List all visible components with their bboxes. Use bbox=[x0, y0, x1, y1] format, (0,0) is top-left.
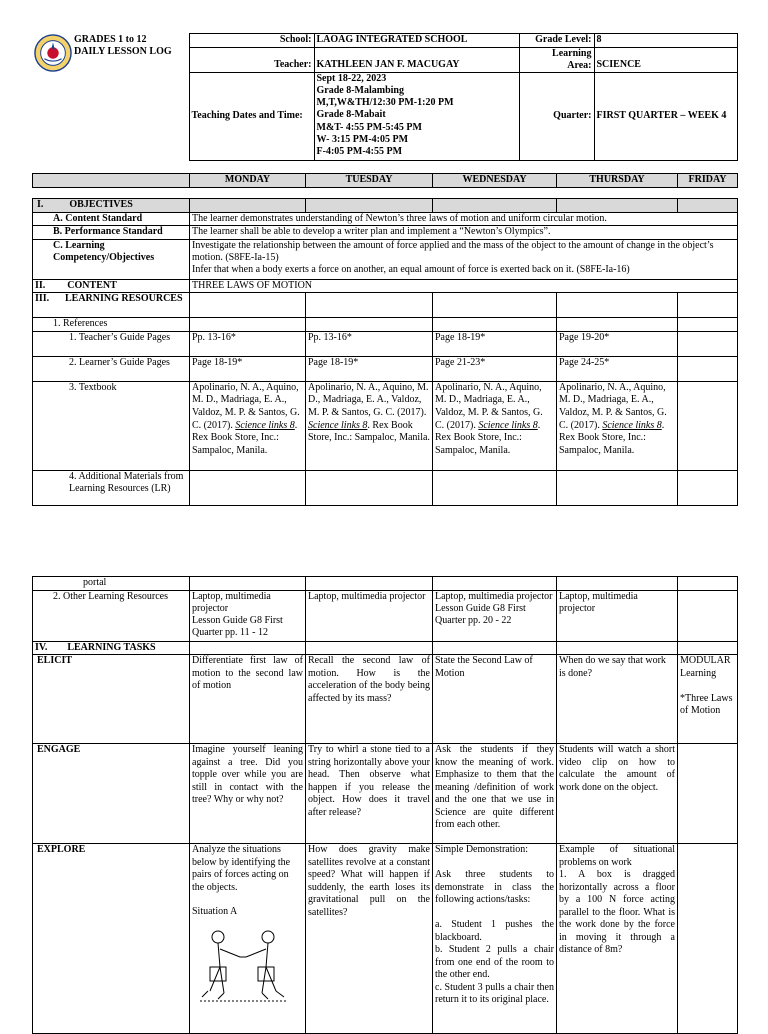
tasks-num: IV. bbox=[35, 641, 48, 653]
area-value: SCIENCE bbox=[594, 47, 737, 72]
day-friday: FRIDAY bbox=[678, 174, 738, 188]
quarter-value: FIRST QUARTER – WEEK 4 bbox=[594, 72, 737, 160]
elicit-wednesday: State the Second Law of Motion bbox=[433, 655, 557, 744]
lm-monday: Page 18-19* bbox=[190, 356, 306, 381]
lm-thursday: Page 24-25* bbox=[557, 356, 678, 381]
explore-monday: Analyze the situations below by identifying the pairs of forces acting on the objects. bbox=[192, 844, 291, 893]
header-table bbox=[32, 33, 738, 161]
area-label-2: Area: bbox=[567, 59, 592, 71]
other-wednesday: Laptop, multimedia projector Lesson Guide G8 First Quarter pp. 20 - 22 bbox=[433, 590, 557, 641]
explore-friday bbox=[678, 844, 738, 1034]
tg-tuesday: Pp. 13-16* bbox=[306, 331, 433, 356]
lm-friday bbox=[678, 356, 738, 381]
engage-monday: Imagine yourself leaning against a tree. Did you topple over while you are still in contact with the tree? Why or why not? bbox=[190, 744, 306, 844]
elicit-friday: MODULAR Learning *Three Laws of Motion bbox=[678, 655, 738, 744]
elicit-tuesday: Recall the second law of motion. How is the acceleration of the body being affected by its mass? bbox=[306, 655, 433, 744]
lm-tuesday: Page 18-19* bbox=[306, 356, 433, 381]
engage-friday bbox=[678, 744, 738, 844]
other-friday bbox=[678, 590, 738, 641]
area-label-1: Learning bbox=[552, 47, 592, 59]
teacher-value: KATHLEEN JAN F. MACUGAY bbox=[314, 47, 519, 72]
textbook-tuesday: Apolinario, N. A., Aquino, M. D., Madriaga, E. A., Valdoz, M. P. & Santos, G. C. (2017). Science links 8. Rex Book Store, Inc.: Sampaloc, Manila. bbox=[306, 381, 433, 470]
elicit-label: ELICIT bbox=[33, 655, 190, 744]
dates-label: Teaching Dates and Time: bbox=[189, 72, 314, 160]
day-tuesday: TUESDAY bbox=[306, 174, 433, 188]
engage-tuesday: Try to whirl a stone tied to a string horizontally above your head. Then observe what happen if you release the object. How does it travel after release? bbox=[306, 744, 433, 844]
day-thursday: THURSDAY bbox=[557, 174, 678, 188]
day-monday: MONDAY bbox=[190, 174, 306, 188]
lesson-table-page1 bbox=[32, 198, 738, 506]
other-monday: Laptop, multimedia projector Lesson Guide G8 First Quarter pp. 11 - 12 bbox=[190, 590, 306, 641]
title-line-1: GRADES 1 to 12 bbox=[74, 33, 147, 45]
school-label: School: bbox=[189, 34, 314, 48]
content-standard: The learner demonstrates understanding of Newton’s three laws of motion and uniform circular motion. bbox=[190, 212, 738, 226]
performance-standard: The learner shall be able to develop a writer plan and implement a “Newton’s Olympics”. bbox=[190, 226, 738, 240]
other-resources-label: 2. Other Learning Resources bbox=[33, 590, 190, 641]
content-label: CONTENT bbox=[67, 279, 117, 291]
additional-materials-label: 4. Additional Materials from Learning Resources (LR) bbox=[33, 470, 190, 505]
objectives-num: I. bbox=[37, 199, 44, 210]
teacher-label: Teacher: bbox=[189, 47, 314, 72]
days-header bbox=[32, 173, 738, 188]
textbook-monday: Apolinario, N. A., Aquino, M. D., Madriaga, E. A., Valdoz, M. P. & Santos, G. C. (2017). Science links 8. Rex Book Store, Inc.: Sampaloc, Manila. bbox=[190, 381, 306, 470]
content-standard-label: A. Content Standard bbox=[33, 212, 190, 226]
competency-label: C. Learning Competency/Objectives bbox=[33, 239, 190, 279]
quarter-label: Quarter: bbox=[519, 72, 594, 160]
textbook-wednesday: Apolinario, N. A., Aquino, M. D., Madriaga, E. A., Valdoz, M. P. & Santos, G. C. (2017). Science links 8. Rex Book Store, Inc.: Sampaloc, Manila. bbox=[433, 381, 557, 470]
school-value: LAOAG INTEGRATED SCHOOL bbox=[314, 34, 519, 48]
engage-wednesday: Ask the students if they know the meaning of work. Emphasize to them that the meaning /definition of work and the one that we use in Science are quite different from each other. bbox=[433, 744, 557, 844]
tug-of-war-figures-illustration bbox=[196, 927, 292, 1005]
engage-label: ENGAGE bbox=[33, 744, 190, 844]
tg-thursday: Page 19-20* bbox=[557, 331, 678, 356]
teachers-guide-label: 1. Teacher’s Guide Pages bbox=[33, 331, 190, 356]
textbook-thursday: Apolinario, N. A., Aquino, M. D., Madriaga, E. A., Valdoz, M. P. & Santos, G. C. (2017). Science links 8. Rex Book Store, Inc.: Sampaloc, Manila. bbox=[557, 381, 678, 470]
portal-label: portal bbox=[33, 577, 190, 591]
grade-value: 8 bbox=[594, 34, 737, 48]
content-value: THREE LAWS OF MOTION bbox=[190, 279, 738, 293]
explore-wednesday: Simple Demonstration: Ask three students to demonstrate in class the following actions/tasks: a. Student 1 pushes the blackboard. b. Student 2 pulls a chair from one end of the room to the other end. c. Student 3 pulls a chair then return it to its original place. bbox=[433, 844, 557, 1034]
competency-1: Investigate the relationship between the amount of force applied and the mass of the object to the amount of change in the object’s motion. (S8FE-Ia-15) bbox=[192, 239, 714, 263]
content-num: II. bbox=[35, 279, 46, 291]
elicit-thursday: When do we say that work is done? bbox=[557, 655, 678, 744]
explore-situation-a: Situation A bbox=[192, 906, 238, 917]
explore-thursday: Example of situational problems on work 1. A box is dragged horizontally across a floor by a 100 N force acting parallel to the floor. What is the work done by the force in moving it through a distance of 8m? bbox=[557, 844, 678, 1034]
tg-monday: Pp. 13-16* bbox=[190, 331, 306, 356]
grade-label: Grade Level: bbox=[519, 34, 594, 48]
resources-num: III. bbox=[35, 293, 50, 304]
competency-2: Infer that when a body exerts a force on another, an equal amount of force is exerted back on it. (S8FE-Ia-16) bbox=[192, 263, 630, 275]
objectives-heading: OBJECTIVES bbox=[69, 199, 133, 210]
tg-wednesday: Page 18-19* bbox=[433, 331, 557, 356]
references-label: 1. References bbox=[33, 318, 190, 332]
engage-thursday: Students will watch a short video clip on how to calculate the amount of work done on the object. bbox=[557, 744, 678, 844]
learners-guide-label: 2. Learner’s Guide Pages bbox=[33, 356, 190, 381]
lm-wednesday: Page 21-23* bbox=[433, 356, 557, 381]
textbook-label: 3. Textbook bbox=[33, 381, 190, 470]
tg-friday bbox=[678, 331, 738, 356]
title-line-2: DAILY LESSON LOG bbox=[74, 45, 172, 57]
other-thursday: Laptop, multimedia projector bbox=[557, 590, 678, 641]
lesson-table-page2 bbox=[32, 576, 738, 1034]
tasks-label: LEARNING TASKS bbox=[67, 641, 156, 653]
other-tuesday: Laptop, multimedia projector bbox=[306, 590, 433, 641]
elicit-monday: Differentiate first law of motion to the second law of motion bbox=[190, 655, 306, 744]
explore-label: EXPLORE bbox=[33, 844, 190, 1034]
dates-value: Sept 18-22, 2023 Grade 8-Malambing M,T,W&TH/12:30 PM-1:20 PM Grade 8-Mabait M&T- 4:55 PM-5:45 PM W- 3:15 PM-4:05 PM F-4:05 PM-4:55 PM bbox=[314, 72, 519, 160]
day-wednesday: WEDNESDAY bbox=[433, 174, 557, 188]
explore-tuesday: How does gravity make satellites revolve at a constant speed? What will happen if suddenly, the earth loses its gravitational pull on the satellites? bbox=[306, 844, 433, 1034]
resources-label: LEARNING RESOURCES bbox=[65, 293, 183, 304]
performance-standard-label: B. Performance Standard bbox=[33, 226, 190, 240]
